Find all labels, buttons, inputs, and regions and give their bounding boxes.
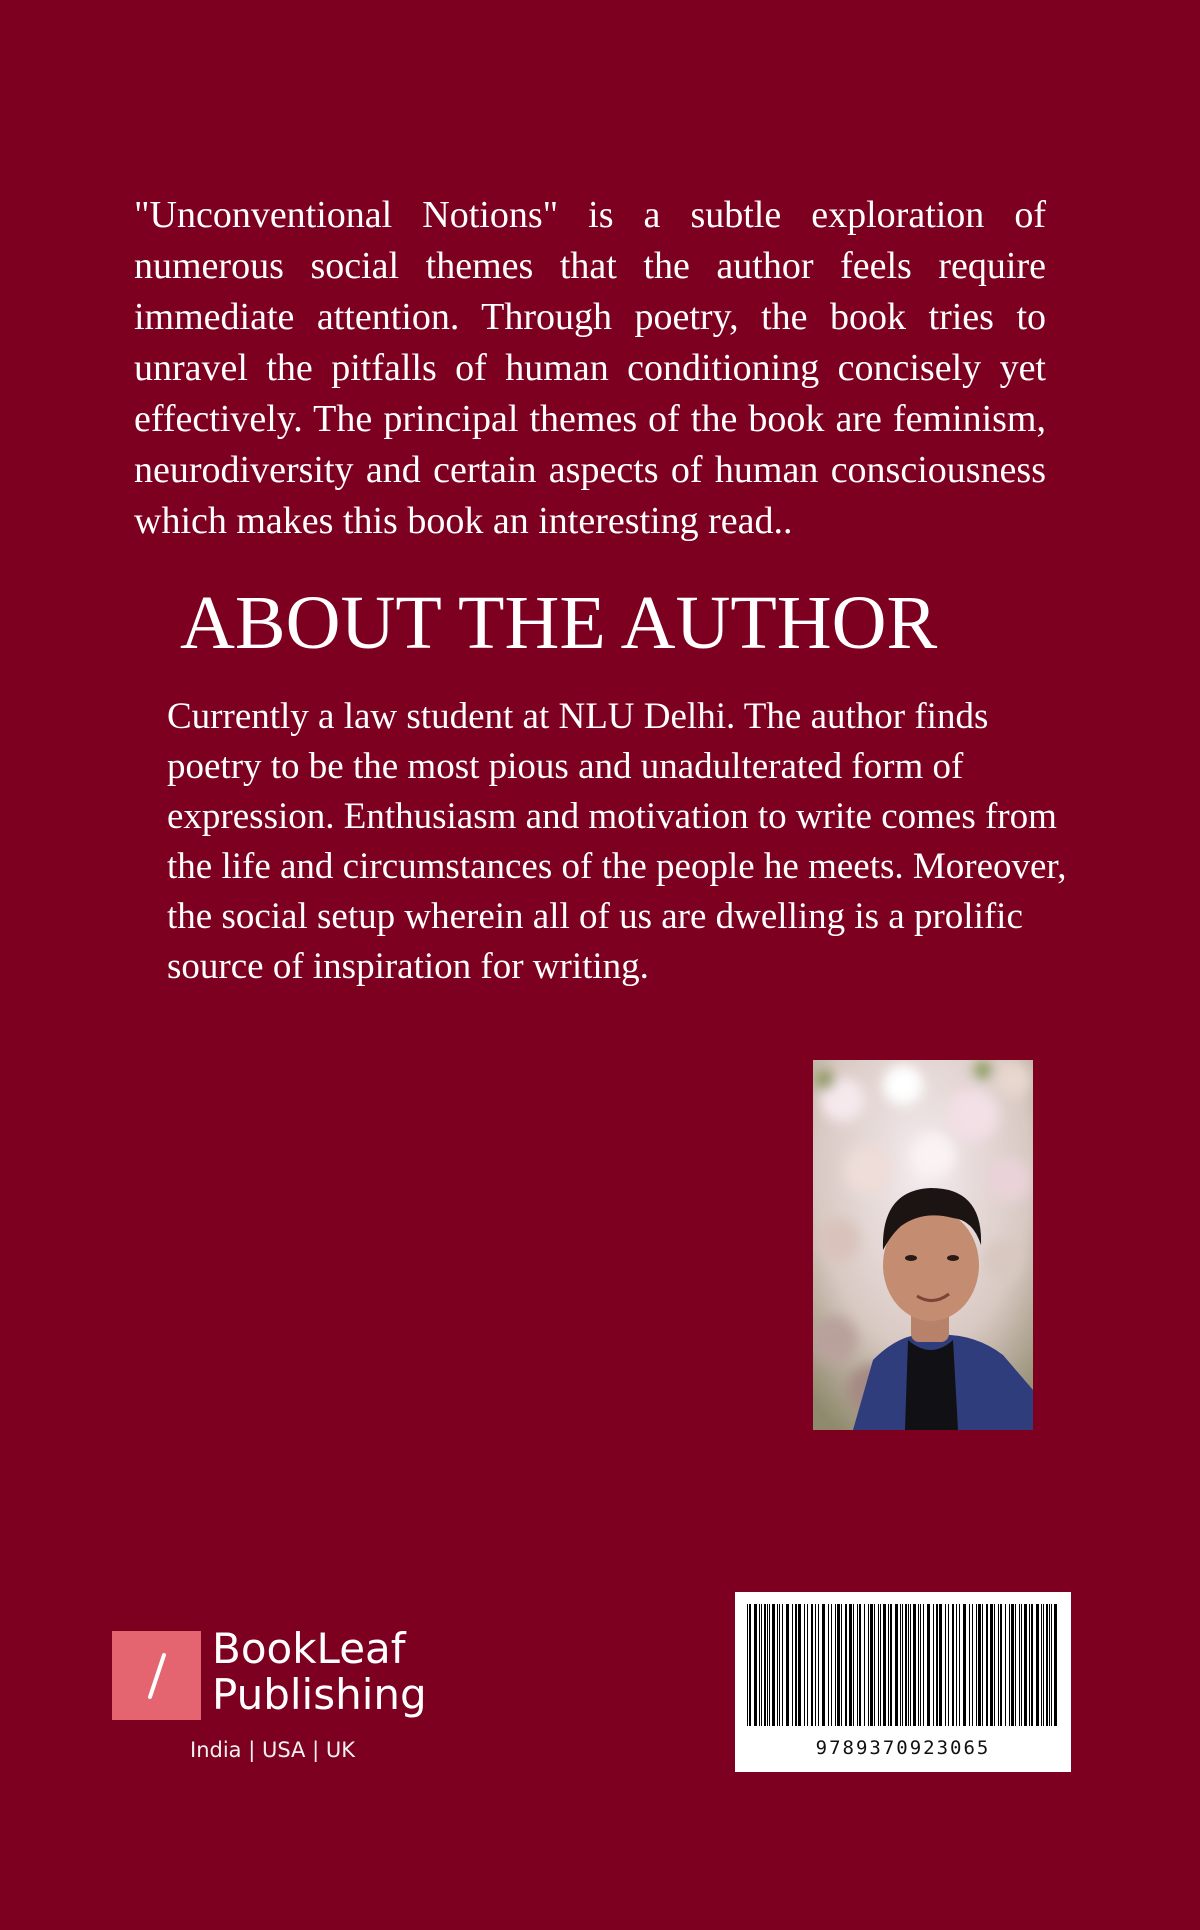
barcode-bar <box>767 1604 768 1726</box>
barcode-bar <box>1015 1604 1016 1726</box>
barcode-bar <box>945 1604 946 1726</box>
barcode-bar <box>837 1604 840 1726</box>
barcode-bar <box>952 1604 954 1726</box>
barcode-bar <box>895 1604 898 1726</box>
barcode-bar <box>972 1604 973 1726</box>
barcode-bar <box>782 1604 783 1726</box>
barcode-bar <box>845 1604 847 1726</box>
barcode-bar <box>868 1604 869 1726</box>
barcode-bar <box>754 1604 757 1726</box>
barcode-bar <box>828 1604 829 1726</box>
publisher-name-line1: BookLeaf <box>212 1624 406 1673</box>
barcode-bar <box>769 1604 770 1726</box>
barcode-bar <box>978 1604 981 1726</box>
barcode-bar <box>822 1604 825 1726</box>
barcode-bar <box>888 1604 889 1726</box>
barcode-bar <box>795 1604 797 1726</box>
barcode-bar <box>772 1604 775 1726</box>
isbn-barcode <box>735 1592 1071 1772</box>
barcode-bar <box>777 1604 778 1726</box>
publisher-regions: India | USA | UK <box>190 1738 355 1762</box>
barcode-bar <box>1011 1604 1014 1726</box>
book-blurb: "Unconventional Notions" is a subtle exploration of numerous social themes that the author feels require immediate attention. Through poetry, the book tries to unravel the pitfalls of human conditioning concisely yet effectively. The principal themes of the book are feminism, neurodiversity and certain aspects of human consciousness which makes this book an interesting read.. <box>134 194 1046 542</box>
barcode-bar <box>976 1604 977 1726</box>
barcode-bar <box>939 1604 942 1726</box>
barcode-bar <box>811 1604 813 1726</box>
barcode-bar <box>900 1604 901 1726</box>
barcode-bar <box>857 1604 858 1726</box>
barcode-bar <box>890 1604 892 1726</box>
barcode-bar <box>874 1604 875 1726</box>
barcode-bar <box>831 1604 832 1726</box>
barcode-bar <box>918 1604 919 1726</box>
barcode-bar <box>880 1604 881 1726</box>
barcode-bar <box>1019 1604 1020 1726</box>
barcode-bar <box>994 1604 995 1726</box>
barcode-bar <box>948 1604 949 1726</box>
barcode-bar <box>982 1604 983 1726</box>
barcode-bar <box>1043 1604 1044 1726</box>
barcode-bar <box>1024 1604 1027 1726</box>
barcode-bar <box>1036 1604 1039 1726</box>
barcode-bar <box>1054 1604 1057 1726</box>
barcode-bar <box>923 1604 924 1726</box>
author-bio: Currently a law student at NLU Delhi. The author finds poetry to be the most pious and unadulterated form of expression. Enthusiasm and motivation to write comes from the life and circumstances of the people he meets. Moreover, the social setup wherein all of us are dwelling is a prolific source of inspiration for writing. <box>167 696 1067 987</box>
barcode-bar <box>933 1604 934 1726</box>
barcode-bar <box>959 1604 960 1726</box>
barcode-bar <box>864 1604 865 1726</box>
barcode-bar <box>749 1604 751 1726</box>
barcode-bar <box>902 1604 903 1726</box>
barcode-bar <box>1041 1604 1042 1726</box>
barcode-bar <box>853 1604 854 1726</box>
barcode-bar <box>764 1604 766 1726</box>
barcode-bar <box>807 1604 808 1726</box>
author-photo <box>813 1060 1033 1430</box>
barcode-bar <box>963 1604 966 1726</box>
barcode-bar <box>1046 1604 1048 1726</box>
barcode-bar <box>1029 1604 1030 1726</box>
barcode-bar <box>759 1604 760 1726</box>
barcode-bar <box>1005 1604 1006 1726</box>
barcode-bar <box>936 1604 938 1726</box>
barcode-bar <box>905 1604 907 1726</box>
barcode-bar <box>1021 1604 1022 1726</box>
barcode-bar <box>878 1604 879 1726</box>
barcode-bar <box>849 1604 852 1726</box>
barcode-bar <box>883 1604 886 1726</box>
publisher-name <box>212 1626 427 1718</box>
barcode-bar <box>1049 1604 1050 1726</box>
barcode-bar <box>1051 1604 1052 1726</box>
slash-logo-icon <box>112 1631 201 1720</box>
publisher-logo <box>112 1626 452 1766</box>
barcode-bar <box>910 1604 911 1726</box>
barcode-bar <box>986 1604 988 1726</box>
barcode-bar <box>786 1604 789 1726</box>
barcode-bar <box>804 1604 805 1726</box>
barcode-bar <box>990 1604 993 1726</box>
barcode-bar <box>920 1604 921 1726</box>
barcode-bar <box>927 1604 930 1726</box>
barcode-bar <box>815 1604 816 1726</box>
barcode-bar <box>913 1604 916 1726</box>
barcode-bar <box>798 1604 801 1726</box>
barcode-bar <box>870 1604 873 1726</box>
publisher-name-line2: Publishing <box>212 1670 427 1719</box>
barcode-bar <box>1009 1604 1010 1726</box>
barcode-bar <box>859 1604 861 1726</box>
isbn-number: 9789370923065 <box>815 1737 991 1759</box>
barcode-bar <box>1000 1604 1002 1726</box>
barcode-bar <box>841 1604 842 1726</box>
barcode-bar <box>908 1604 909 1726</box>
barcode-bar <box>835 1604 836 1726</box>
about-the-author-heading: ABOUT THE AUTHOR <box>180 581 938 665</box>
barcode-bar <box>792 1604 793 1726</box>
barcode-bar <box>761 1604 762 1726</box>
barcode-bar <box>1031 1604 1033 1726</box>
barcode-bar <box>956 1604 957 1726</box>
barcode-bar <box>818 1604 819 1726</box>
barcode-bars <box>735 1592 1071 1737</box>
barcode-bar <box>969 1604 970 1726</box>
barcode-bar <box>998 1604 999 1726</box>
barcode-bar <box>779 1604 780 1726</box>
barcode-bar <box>747 1604 748 1726</box>
